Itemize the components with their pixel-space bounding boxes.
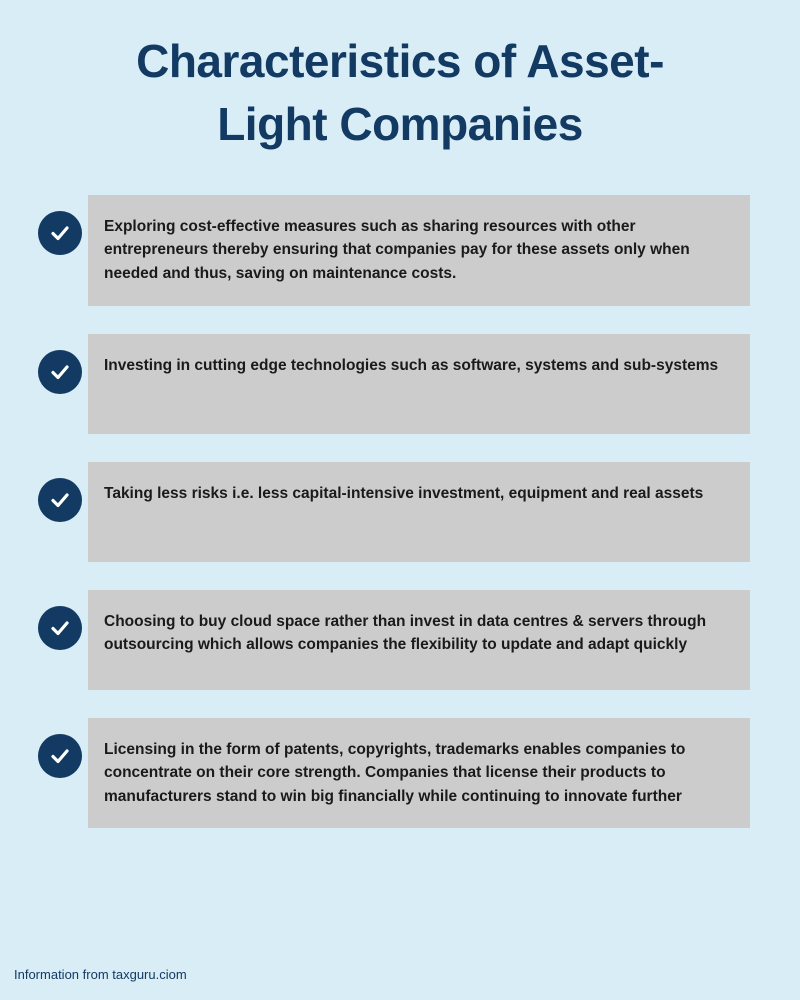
source-note: Information from taxguru.ciom bbox=[14, 967, 187, 982]
check-icon-wrap bbox=[32, 334, 88, 394]
list-item bbox=[32, 195, 750, 306]
list-item bbox=[32, 462, 750, 562]
check-icon-wrap bbox=[32, 718, 88, 778]
check-icon bbox=[38, 606, 82, 650]
check-icon bbox=[38, 734, 82, 778]
item-card bbox=[88, 590, 750, 690]
check-icon bbox=[38, 350, 82, 394]
item-text: Investing in cutting edge technologies such as software, systems and sub-systems bbox=[104, 356, 719, 374]
characteristics-list bbox=[0, 195, 800, 828]
page-title: Characteristics of Asset-Light Companies bbox=[136, 35, 664, 151]
check-icon-wrap bbox=[32, 462, 88, 522]
check-icon-wrap bbox=[32, 195, 88, 255]
list-item bbox=[32, 334, 750, 434]
check-icon bbox=[38, 211, 82, 255]
list-item bbox=[32, 590, 750, 690]
item-text: Licensing in the form of patents, copyrights, trademarks enables companies to concentrate on their core strength. Companies that license their products to manufacturers stand to win big financially while continuing to innovate further bbox=[104, 740, 686, 805]
list-item bbox=[32, 718, 750, 829]
item-card bbox=[88, 334, 750, 434]
item-text: Taking less risks i.e. less capital-intensive investment, equipment and real assets bbox=[104, 484, 704, 502]
check-icon bbox=[38, 478, 82, 522]
item-card bbox=[88, 718, 750, 829]
item-card bbox=[88, 195, 750, 306]
check-icon-wrap bbox=[32, 590, 88, 650]
item-text: Exploring cost-effective measures such as sharing resources with other entrepreneurs thereby ensuring that companies pay for these assets only when needed and thus, saving on maintenance costs. bbox=[104, 217, 690, 283]
item-card bbox=[88, 462, 750, 562]
item-text: Choosing to buy cloud space rather than invest in data centres & servers through outsourcing which allows companies the flexibility to update and adapt quickly bbox=[104, 612, 707, 654]
